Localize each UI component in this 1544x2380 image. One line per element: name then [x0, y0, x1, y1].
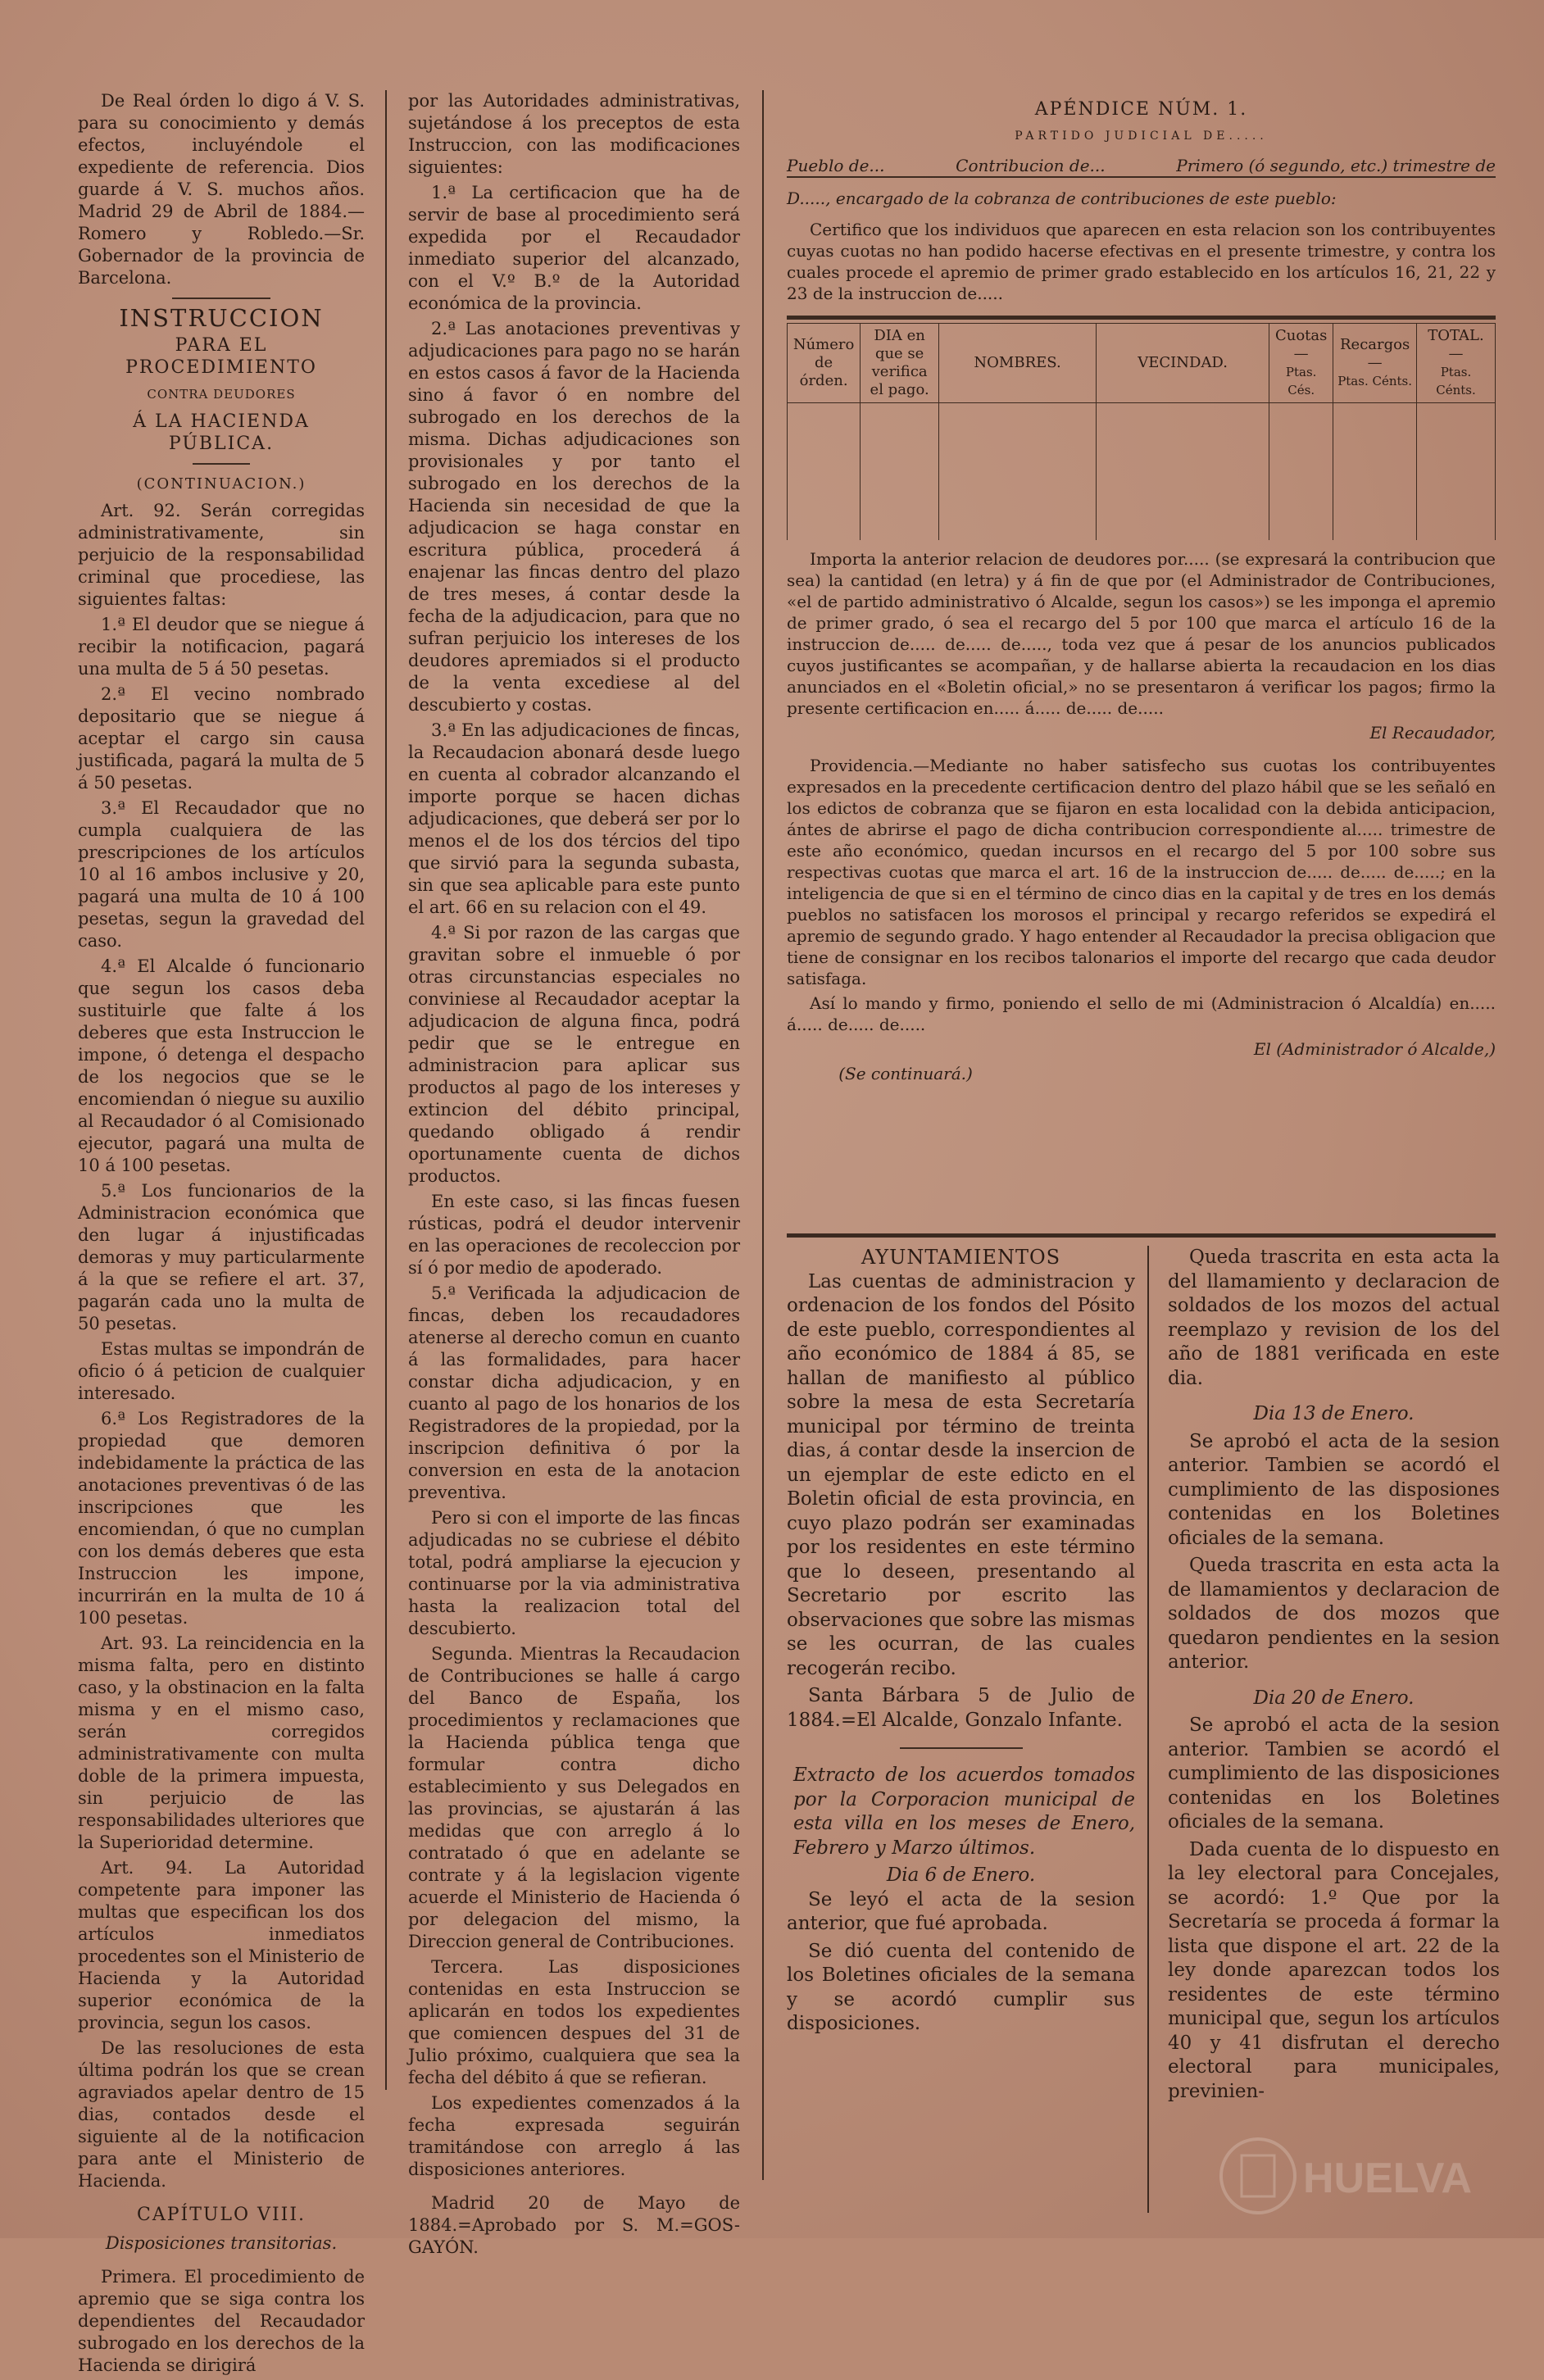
- paragraph: Se aprobó el acta de la sesion anterior. Tambien se acordó el cumplimiento de las disposiciones contenidas en los Boletines oficiales de la semana.: [1168, 1715, 1500, 1833]
- section-rule: [787, 1233, 1496, 1238]
- appendix-title: APÉNDICE NÚM. 1.: [1034, 99, 1248, 120]
- ayuntamientos-column: [787, 1246, 1135, 2040]
- administrador-signature: El (Administrador ó Alcalde,): [1253, 1039, 1496, 1059]
- appendix-column: [787, 94, 1496, 1084]
- stamp-text: HUELVA: [1303, 2155, 1473, 2202]
- paragraph: 1.ª El deudor que se niegue á recibir la notificacion, pagará una multa de 5 á 50 pesetas.: [78, 615, 365, 679]
- instruction-subtitle: PARA EL PROCEDIMIENTO: [125, 335, 317, 378]
- column-divider: [385, 90, 387, 2090]
- paragraph: Queda trascrita en esta acta la de llamamientos y declaracion de soldados de dos mozos que quedaron pendientes en la sesion anterior.: [1168, 1555, 1500, 1673]
- divider: [172, 298, 270, 299]
- ayuntamientos-heading: AYUNTAMIENTOS: [861, 1246, 1061, 1269]
- col-header-total: TOTAL. — Ptas. Cénts.: [1416, 324, 1495, 403]
- debtors-table: [787, 323, 1496, 540]
- paragraph: Los expedientes comenzados á la fecha expresada seguirán tramitándose con arreglo á las disposiciones anteriores.: [408, 2093, 740, 2179]
- paragraph: Dada cuenta de lo dispuesto en la ley electoral para Concejales, se acordó: 1.º Que por la Secretaría se proceda á formar la lista que dispone el art. 22 de la ley donde aparezcan todos los residentes de este término municipal que, segun los artículos 40 y 41 disfrutan el derecho electoral para municipales, previnien-: [1168, 1838, 1500, 2102]
- chapter-subheading: Disposiciones transitorias.: [105, 2233, 338, 2253]
- col-header-vecindad: VECINDAD.: [1097, 324, 1269, 403]
- paragraph: Se leyó el acta de la sesion anterior, que fué aprobada.: [787, 1888, 1135, 1934]
- paragraph: 5.ª Verificada la adjudicacion de fincas, deben los recaudadores atenerse al derecho comun en cuanto á las formalidades, para hacer constar dicha adjudicacion, y en cuanto al pago de los honarios de los Registradores de la propiedad, por la inscripcion definitiva ó por la conversion en esta de la anotacion preventiva.: [408, 1283, 740, 1502]
- partido-judicial: PARTIDO JUDICIAL DE.....: [1015, 129, 1268, 143]
- extracto-heading: Extracto de los acuerdos tomados por la Corporacion municipal de esta villa en los meses de Enero, Febrero y Marzo últimos.: [793, 1765, 1135, 1859]
- stamp-icon: [1213, 2131, 1508, 2221]
- paragraph: 2.ª Las anotaciones preventivas y adjudicaciones para pago no se harán en estos casos á favor de la Hacienda sino á favor ó en nombre del subrogado en los derechos de la misma. Dichas adjudicaciones son provisionales y por tanto el subrogado en los derechos de la Hacienda sin necesidad de que la adjudicacion se haga constar en escritura pública, procederá á enajenar las fincas dentro del plazo de tres meses, á contar desde la fecha de la adjudicacion, para que no sufran perjuicio los intereses de los deudores apremiados si el producto de la venta excediese al del descubierto y costas.: [408, 319, 740, 715]
- pueblo-field: Pueblo de...: [787, 156, 885, 175]
- paragraph: 4.ª El Alcalde ó funcionario que segun los casos deba sustituirle que falte á los deberes que esta Instruccion le impone, ó detenga el despacho de los negocios que se le encomiendan ó niegue su auxilio al Recaudador ó al Comisionado ejecutor, pagará una multa de 10 á 100 pesetas.: [78, 956, 365, 1175]
- paragraph: Art. 93. La reincidencia en la misma falta, pero en distinto caso, y la obstinacion en la falta misma y en el mismo caso, serán corregidos administrativamente con multa doble de la primera impuesta, sin perjuicio de las responsabilidades ulteriores que la Superioridad determine.: [78, 1633, 365, 1852]
- paragraph: Primera. El procedimiento de apremio que se siga contra los dependientes del Recaudador subrogado en los derechos de la Hacienda se dirigirá: [78, 2267, 365, 2375]
- form-header-fields: [787, 155, 1496, 178]
- paragraph: 2.ª El vecino nombrado depositario que se niegue á aceptar el cargo sin causa justificada, pagará la multa de 5 á 50 pesetas.: [78, 684, 365, 793]
- paragraph: Santa Bárbara 5 de Julio de 1884.=El Alcalde, Gonzalo Infante.: [787, 1685, 1135, 1731]
- importa-paragraph: Importa la anterior relacion de deudores por..... (se expresará la contribucion que sea) la cantidad (en letra) y á fin de que por (el Administrador de Contribuciones, «el de partido administrativo ó Alcalde, segun los casos») se les imponga el apremio de primer grado, ó sea el recargo del 5 por 100 que marca el artículo 16 de la instruccion de..... de..... de....., toda vez que á pesar de los anuncios publicados cuyos justificantes se acompañan, y de hallarse abierta la recaudacion en los dias anunciados en el «Boletin oficial,» no se presentaron á verificar los pagos; firmo la presente certificacion en..... á..... de..... de.....: [787, 549, 1496, 718]
- instruction-subtitle-2: CONTRA DEUDORES: [147, 387, 296, 402]
- divider: [900, 1747, 1023, 1749]
- chapter-heading: CAPÍTULO VIII.: [136, 2205, 307, 2225]
- paragraph: Segunda. Mientras la Recaudacion de Contribuciones se halle á cargo del Banco de España, los procedimientos y reclamaciones que la Hacienda pública tenga que formular contra dicho establecimiento y sus Delegados en las provincias, se ajustarán á las medidas que con arreglo á lo contratado ó que en adelante se contrate y á la legislacion vigente acuerde el Ministerio de Hacienda ó por delegacion del mismo, la Direccion general de Contribuciones.: [408, 1644, 740, 1951]
- paragraph: 6.ª Los Registradores de la propiedad que demoren indebidamente la práctica de las anotaciones preventivas ó de las inscripciones que les encomiendan, ó que no cumplan con los demás deberes que esta Instruccion les impone, incurrirán en la multa de 10 á 100 pesetas.: [78, 1409, 365, 1628]
- mando-paragraph: Así lo mando y firmo, poniendo el sello de mi (Administracion ó Alcaldía) en..... á..... de..... de.....: [787, 993, 1496, 1034]
- date-heading: Dia 13 de Enero.: [1253, 1403, 1415, 1424]
- col-header-cuotas: Cuotas — Ptas. Cés.: [1269, 324, 1333, 403]
- paragraph: por las Autoridades administrativas, sujetándose á los preceptos de esta Instruccion, con las modificaciones siguientes:: [408, 91, 740, 177]
- acuerdos-column: [1168, 1246, 1500, 2107]
- col-header-recargos: Recargos — Ptas. Cénts.: [1333, 324, 1417, 403]
- paragraph: 3.ª El Recaudador que no cumpla cualquiera de las prescripciones de los artículos 10 al 16 ambos inclusive y 20, pagará una multa de 10 á 100 pesetas, segun la gravedad del caso.: [78, 798, 365, 951]
- paragraph: Pero si con el importe de las fincas adjudicadas no se cubriese el débito total, podrá ampliarse la ejecucion y continuarse por la via administrativa hasta la realizacion total del descubierto.: [408, 1508, 740, 1638]
- continuara-label: (Se continuará.): [838, 1064, 973, 1083]
- paragraph: En este caso, si las fincas fuesen rústicas, podrá el deudor intervenir en las operaciones de recoleccion por sí ó por medio de apoderado.: [408, 1192, 740, 1278]
- signature: Madrid 20 de Mayo de 1884.=Aprobado por S. M.=GOS-GAYÓN.: [408, 2193, 740, 2257]
- col-header-numero: Número de órden.: [788, 324, 861, 403]
- library-stamp: [1213, 2131, 1508, 2221]
- certifico-paragraph: Certifico que los individuos que aparecen en esta relacion son los contribuyentes cuyas cuotas no han podido hacerse efectivas en el presente trimestre, y contra los cuales procede el apremio de primer grado establecido en los artículos 16, 21, 22 y 23 de la instruccion de.....: [787, 220, 1496, 303]
- encargado-line: D....., encargado de la cobranza de contribuciones de este pueblo:: [787, 188, 1337, 208]
- table-row: [788, 403, 1496, 541]
- trimestre-field: Primero (ó segundo, etc.) trimestre de: [1176, 156, 1496, 175]
- continuation-label: (CONTINUACION.): [136, 475, 307, 493]
- instruction-subtitle-3: Á LA HACIENDA PÚBLICA.: [133, 411, 310, 454]
- paragraph: Art. 92. Serán corregidas administrativamente, sin perjuicio de la responsabilidad criminal que procediese, las siguientes faltas:: [78, 501, 365, 609]
- column-divider: [1147, 1246, 1149, 2213]
- paragraph: 3.ª En las adjudicaciones de fincas, la Recaudacion abonará desde luego en cuenta al cobrador alcanzando el importe porque se hacen dichas adjudicaciones, que deberá ser por lo menos el de los dos tércios del tipo que sirvió para la segunda subasta, sin que sea aplicable para este punto el art. 66 en su relacion con el 49.: [408, 720, 740, 917]
- heavy-rule: [787, 316, 1496, 320]
- recaudador-signature: El Recaudador,: [1369, 723, 1496, 743]
- divider: [193, 463, 250, 465]
- contribucion-field: Contribucion de...: [956, 156, 1106, 175]
- paragraph: Queda trascrita en esta acta la del llamamiento y declaracion de soldados de los mozos del actual reemplazo y revision de los del año de 1881 verificada en este dia.: [1168, 1247, 1500, 1389]
- paragraph: Tercera. Las disposiciones contenidas en esta Instruccion se aplicarán en todos los expedientes que comiencen despues del 31 de Julio próximo, cualquiera que sea la fecha del débito á que se refieran.: [408, 1957, 740, 2087]
- col-header-nombres: NOMBRES.: [939, 324, 1097, 403]
- column-divider: [762, 90, 764, 2180]
- paragraph: Estas multas se impondrán de oficio ó á peticion de cualquier interesado.: [78, 1339, 365, 1403]
- paragraph: Se aprobó el acta de la sesion anterior. Tambien se acordó el cumplimiento de las disposiones contenidas en los Boletines oficiales de la semana.: [1168, 1430, 1500, 1549]
- date-heading: Dia 6 de Enero.: [886, 1864, 1036, 1886]
- royal-order-intro: De Real órden lo digo á V. S. para su conocimiento y demás efectos, incluyéndole el expediente de referencia. Dios guarde á V. S. muchos años. Madrid 29 de Abril de 1884.—Romero y Robledo.—Sr. Gobernador de la provincia de Barcelona.: [78, 91, 365, 288]
- paragraph: Se dió cuenta del contenido de los Boletines oficiales de la semana y se acordó cumplir sus disposiciones.: [787, 1940, 1135, 2034]
- paragraph: 4.ª Si por razon de las cargas que gravitan sobre el inmueble ó por otras circunstancias especiales no conviniese al Recaudador aceptar la adjudicacion de alguna finca, podrá pedir que se le entregue en administracion para aplicar sus productos al pago de los intereses y extincion del débito principal, quedando obligado á rendir oportunamente cuenta de dichos productos.: [408, 923, 740, 1186]
- column-1: [78, 90, 365, 2380]
- providencia-paragraph: Providencia.—Mediante no haber satisfecho sus cuotas los contribuyentes expresados en la precedente certificacion dentro del plazo hábil que se les señaló en los edictos de cobranza que se fijaron en esta localidad con la debida anticipacion, ántes de abrirse el pago de dicha contribucion correspondiente al..... trimestre de este año económico, quedan incursos en el recargo del 5 por 100 sobre sus respectivas cuotas que marca el art. 16 de la instruccion de..... de..... de.....; en la inteligencia de que si en el término de cinco dias en la capital y de tres en los demás pueblos no satisfacen los morosos el principal y recargo referidos se expedirá el apremio de segundo grado. Y hago entender al Recaudador la precisa obligacion que tiene de consignar en los recibos talonarios el importe del recargo que cada deudor satisfaga.: [787, 756, 1496, 988]
- instruction-title: INSTRUCCION: [119, 304, 324, 332]
- paragraph: De las resoluciones de esta última podrán los que se crean agraviados apelar dentro de 15 dias, contados desde el siguiente al de la notificacion para ante el Ministerio de Hacienda.: [78, 2038, 365, 2191]
- paragraph: Las cuentas de administracion y ordenacion de los fondos del Pósito de este pueblo, correspondientes al año económico de 1884 á 85, se hallan de manifiesto al público sobre la mesa de esta Secretaría municipal por término de treinta dias, á contar desde la insercion de un ejemplar de este edicto en el Boletin oficial de esta provincia, en cuyo plazo podrán ser examinadas por los residentes en este término que lo deseen, presentando al Secretario por escrito las observaciones que sobre las mismas se les ocurran, de las cuales recogerán recibo.: [787, 1270, 1135, 1679]
- paragraph: 1.ª La certificacion que ha de servir de base al procedimiento será expedida por el Recaudador inmediato superior del alcanzado, con el V.º B.º de la Autoridad económica de la provincia.: [408, 183, 740, 313]
- col-header-dia: DIA en que se verifica el pago.: [861, 324, 939, 403]
- paragraph: 5.ª Los funcionarios de la Administracion económica que den lugar á injustificadas demoras y muy particularmente á la que se refiere el art. 37, pagarán cada uno la multa de 50 pesetas.: [78, 1181, 365, 1333]
- paragraph: Art. 94. La Autoridad competente para imponer las multas que especifican los dos artículos inmediatos procedentes son el Ministerio de Hacienda y la Autoridad superior económica de la provincia, segun los casos.: [78, 1858, 365, 2033]
- date-heading: Dia 20 de Enero.: [1253, 1687, 1415, 1709]
- column-2: [408, 90, 740, 2262]
